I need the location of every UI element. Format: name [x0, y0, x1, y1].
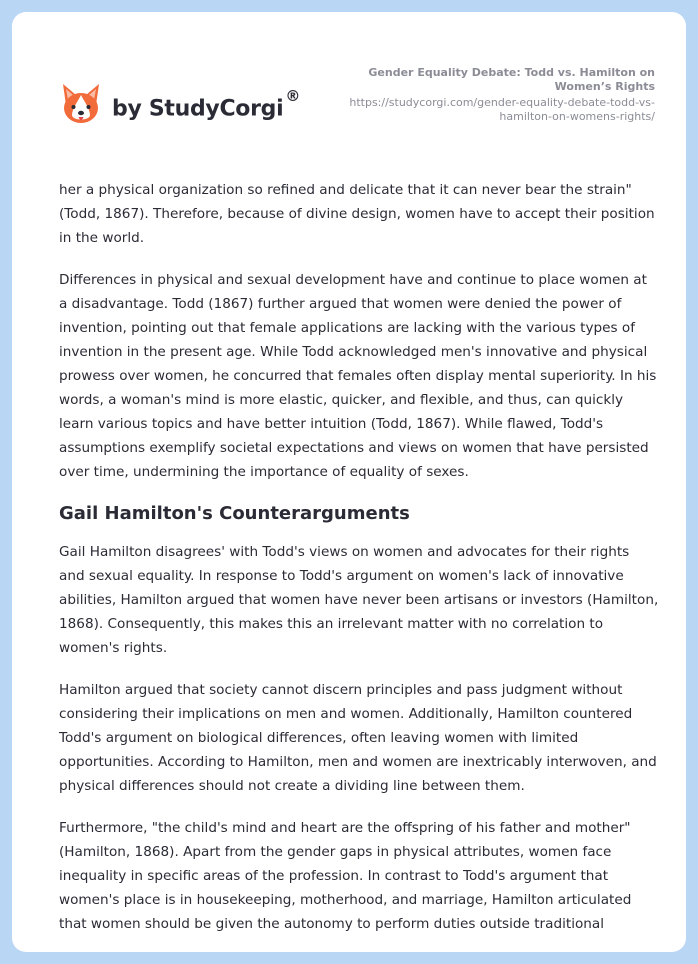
corgi-icon	[60, 81, 102, 127]
document-page	[12, 12, 686, 952]
article-body	[59, 178, 659, 952]
paragraph: Furthermore, "the child's mind and heart are the offspring of his father and mother" (Hamilton, 1868). Apart from the gender gaps in physical attributes, women face inequality in specific areas of the profession. In contrast to Todd's argument that women's place is in housekeeping, motherhood, and marriage, Hamilton articulated that women should be given the autonomy to perform duties outside traditional	[59, 820, 632, 932]
paragraph: Differences in physical and sexual development have and continue to place women at a disadvantage. Todd (1867) further argued that women were denied the power of invention, pointing out that female applications are lacking with the various types of invention in the present age. While Todd acknowledged men's innovative and physical prowess over women, he concurred that females often display mental superiority. In his words, a woman's mind is more elastic, quicker, and flexible, and thus, can quickly learn various topics and have better intuition (Todd, 1867). While flawed, Todd's assumptions exemplify societal expectations and views on women that have persisted over time, undermining the importance of equality of sexes.	[59, 272, 657, 480]
brand-name: by StudyCorgi®	[112, 86, 301, 122]
page-header	[12, 12, 686, 162]
document-url[interactable]: https://studycorgi.com/gender-equality-debate-todd-vs-hamilton-on-womens-rights/	[349, 96, 655, 123]
paragraph: her a physical organization so refined and delicate that it can never bear the strain" (Todd, 1867). Therefore, because of divine design, women have to accept their position in the world.	[59, 182, 655, 246]
document-meta	[325, 66, 655, 124]
registered-mark: ®	[285, 86, 301, 105]
document-title: Gender Equality Debate: Todd vs. Hamilton on Women’s Rights	[368, 66, 655, 93]
studycorgi-logo[interactable]	[60, 76, 300, 132]
section-heading: Gail Hamilton's Counterarguments	[59, 503, 410, 524]
paragraph: Gail Hamilton disagrees' with Todd's views on women and advocates for their rights and sexual equality. In response to Todd's argument on women's lack of innovative abilities, Hamilton argued that women have never been artisans or investors (Hamilton, 1868). Consequently, this makes this an irrelevant matter with no correlation to women's rights.	[59, 544, 659, 656]
paragraph: Hamilton argued that society cannot discern principles and pass judgment without considering their implications on men and women. Additionally, Hamilton countered Todd's argument on biological differences, often leaving women with limited opportunities. According to Hamilton, men and women are inextricably interwoven, and physical differences should not create a dividing line between them.	[59, 682, 657, 794]
